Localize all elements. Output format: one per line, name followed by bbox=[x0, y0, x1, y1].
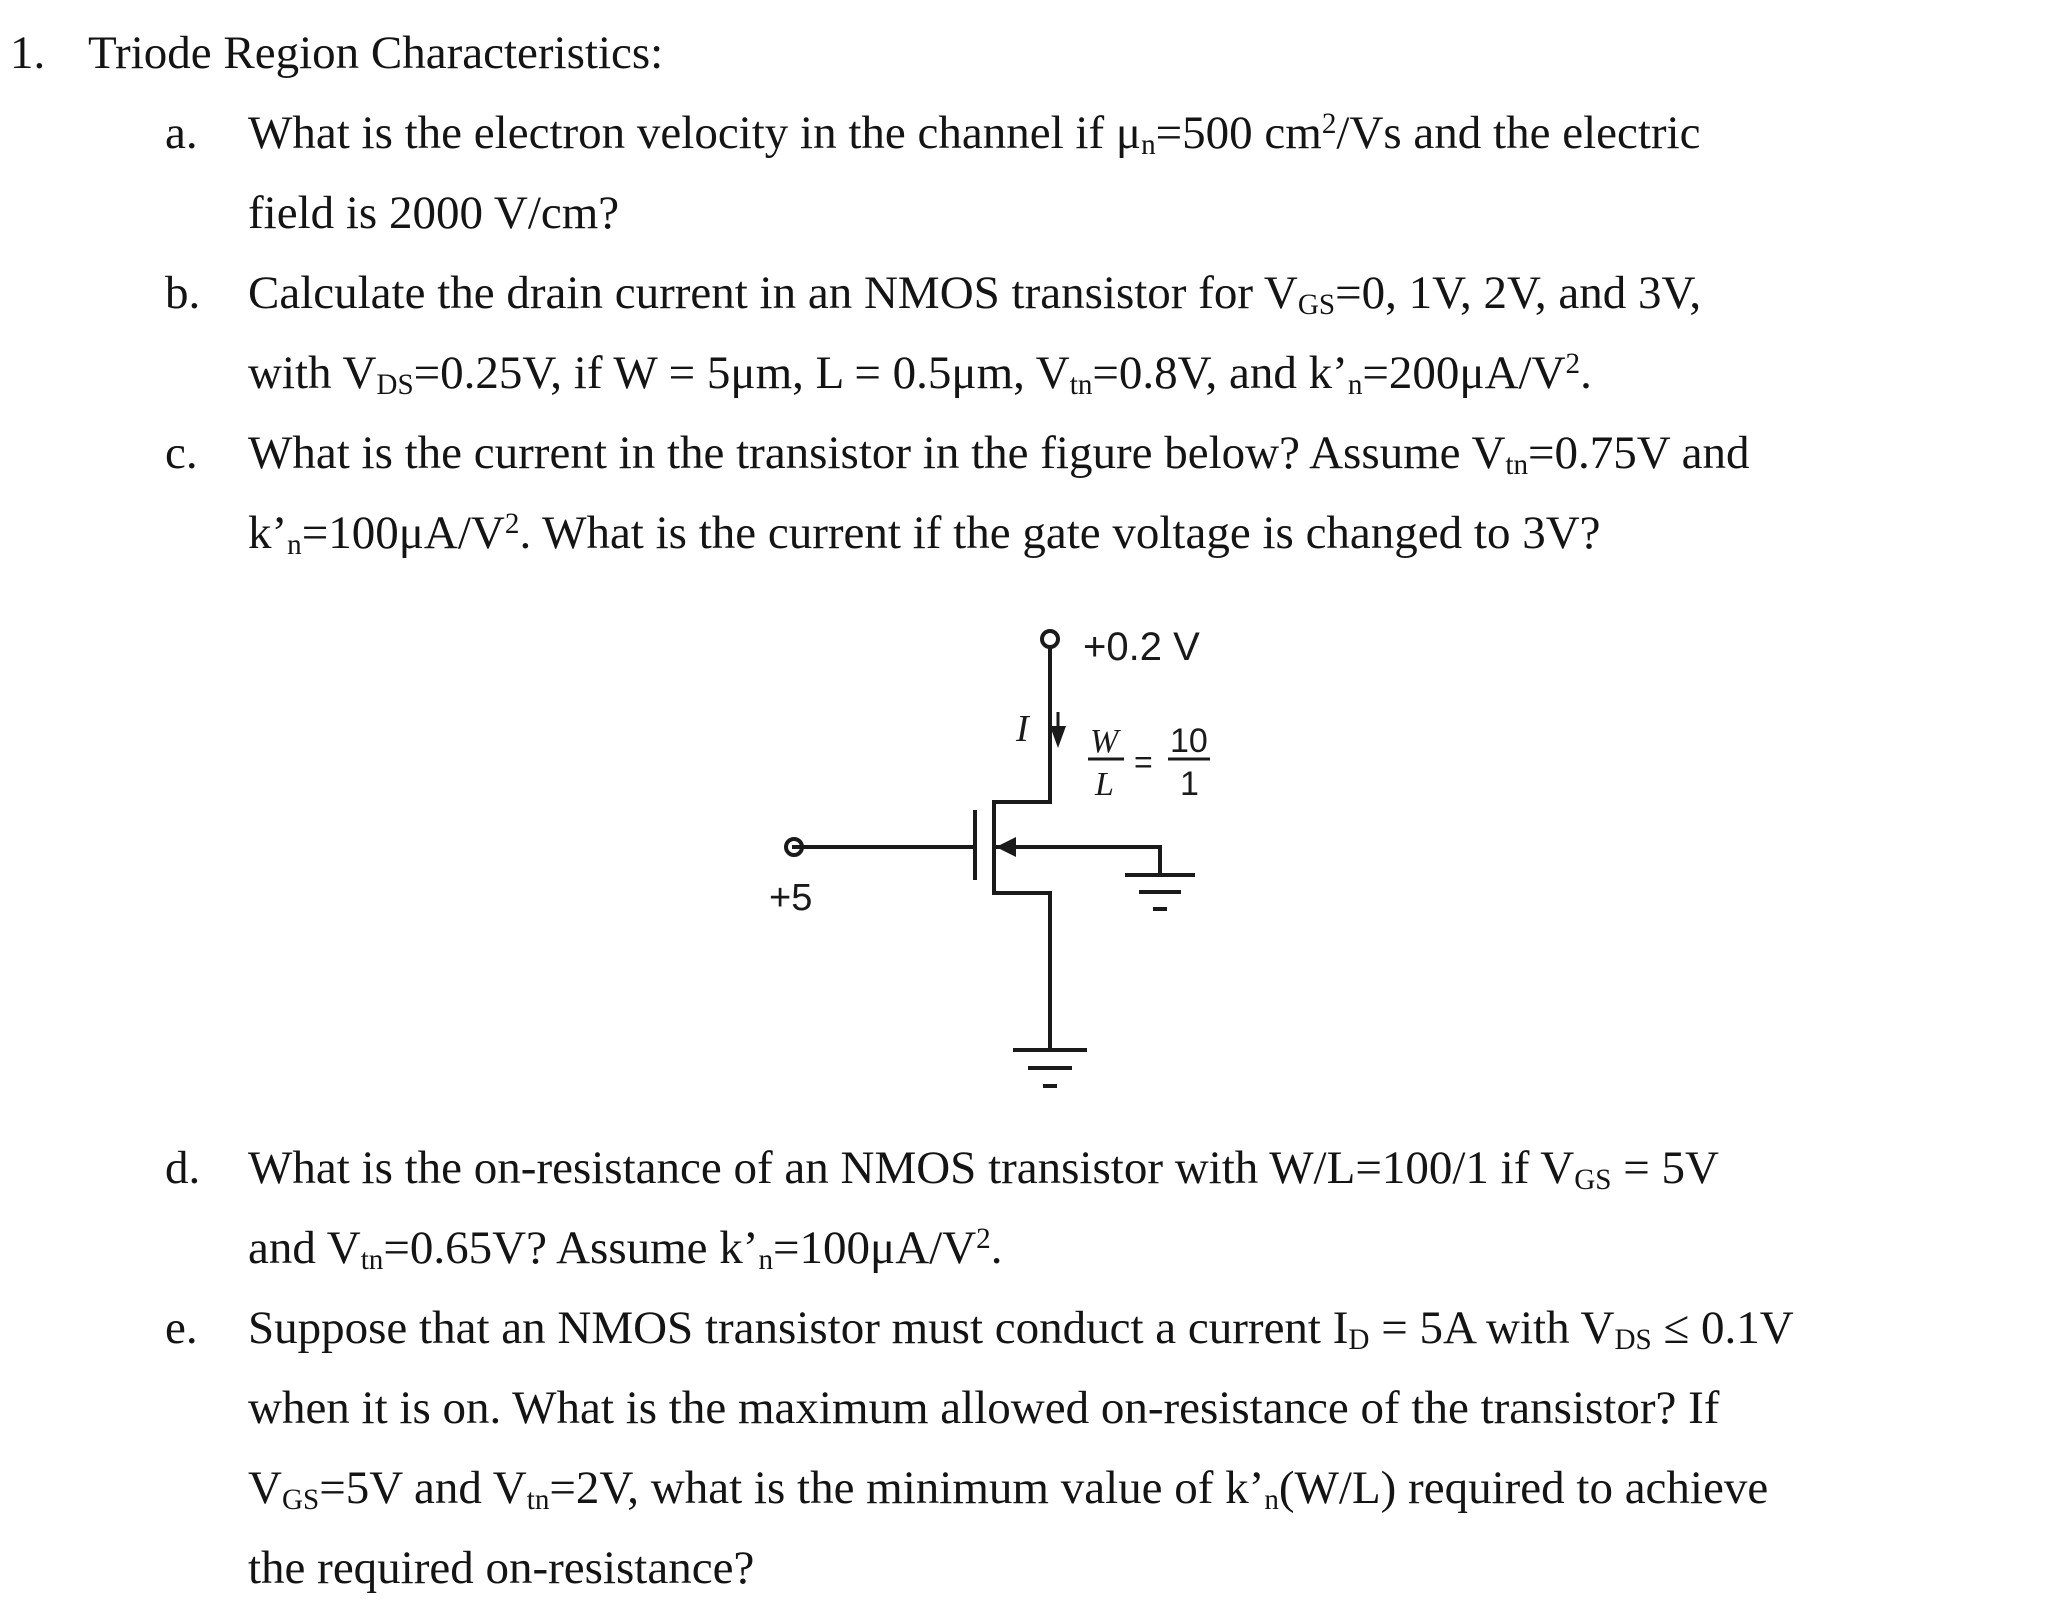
subscript: GS bbox=[1297, 289, 1336, 322]
subscript: D bbox=[1348, 1324, 1370, 1357]
question-title: Triode Region Characteristics: bbox=[88, 27, 664, 79]
current-arrow-head bbox=[1050, 726, 1066, 748]
subscript: tn bbox=[360, 1244, 384, 1277]
subscript: n bbox=[1141, 129, 1156, 162]
body-arrow bbox=[996, 837, 1016, 857]
subscript: n bbox=[287, 529, 302, 562]
item-a-line-1: What is the electron velocity in the channel if $\mu_n=500$ $cm^2/Vs$ and the electric bbox=[248, 107, 1701, 162]
superscript: 2 bbox=[976, 1223, 991, 1256]
item-e-line-4: the required on-resistance? bbox=[248, 1542, 755, 1594]
item-marker-a: a. bbox=[165, 107, 198, 159]
item-c-line-2: $k’_n=100\mu A/V^2$. What is the current if the gate voltage is changed to 3V? bbox=[248, 507, 1601, 562]
item-d-line-1: What is the on-resistance of an NMOS transistor with W/L=100/1 if $V_{GS} = 5V$ bbox=[248, 1142, 1719, 1197]
subscript: tn bbox=[526, 1484, 550, 1517]
item-marker-c: c. bbox=[165, 427, 198, 479]
subscript: DS bbox=[376, 369, 414, 402]
item-marker-d: d. bbox=[165, 1142, 201, 1194]
drain-terminal bbox=[1042, 631, 1058, 647]
item-c-line-1: What is the current in the transistor in the figure below? Assume $V_{tn}=0.75V$ and bbox=[248, 427, 1750, 482]
superscript: 2 bbox=[1565, 348, 1581, 381]
ratio-numerator: 10 bbox=[1170, 722, 1208, 760]
subscript: n bbox=[1347, 369, 1363, 402]
ratio-equals: = bbox=[1134, 744, 1153, 780]
subscript: n bbox=[1264, 1484, 1279, 1517]
subscript: tn bbox=[1069, 369, 1093, 402]
item-d-line-2: and $V_{tn}=0.65V$? Assume $k’_n=100\mu A/V^2$. bbox=[248, 1222, 1003, 1277]
ratio-l: L bbox=[1095, 766, 1114, 803]
item-b-line-2: with $V_{DS}=0.25V$, if W = 5μm, L = 0.5μm, $V_{tn}=0.8V$, and $k’_n=200\mu A/V^2$. bbox=[248, 347, 1592, 402]
ratio-denominator: 1 bbox=[1180, 765, 1199, 803]
ratio-w: W bbox=[1090, 723, 1119, 760]
question-number: 1. bbox=[10, 27, 46, 79]
drain-voltage-label: +0.2 V bbox=[1083, 625, 1200, 669]
item-e-line-2: when it is on. What is the maximum allowed on-resistance of the transistor? If bbox=[248, 1382, 1720, 1434]
superscript: 2 bbox=[1321, 108, 1337, 141]
current-label: I bbox=[1016, 708, 1029, 750]
subscript: tn bbox=[1505, 449, 1529, 482]
body-ground bbox=[1125, 875, 1195, 909]
subscript: DS bbox=[1614, 1324, 1652, 1357]
gate-voltage-label: +5 bbox=[769, 877, 813, 919]
item-e-line-1: Suppose that an NMOS transistor must conduct a current $I_D = 5A$ with $V_{DS} \le 0.1V$ bbox=[248, 1302, 1794, 1357]
item-marker-b: b. bbox=[165, 267, 201, 319]
superscript: 2 bbox=[504, 508, 520, 541]
subscript: n bbox=[758, 1244, 773, 1277]
item-marker-e: e. bbox=[165, 1302, 198, 1354]
item-b-line-1: Calculate the drain current in an NMOS transistor for $V_{GS}=0$, 1V, 2V, and 3V, bbox=[248, 267, 1702, 322]
subscript: GS bbox=[281, 1484, 320, 1517]
item-a-line-2: field is 2000 V/cm? bbox=[248, 187, 620, 239]
subscript: GS bbox=[1574, 1164, 1612, 1197]
source-ground bbox=[1013, 1050, 1087, 1086]
item-e-line-3: $V_{GS}=5V$ and $V_{tn}=2V$, what is the minimum value of $k’_n(W/L)$ required to achieve bbox=[248, 1462, 1769, 1517]
